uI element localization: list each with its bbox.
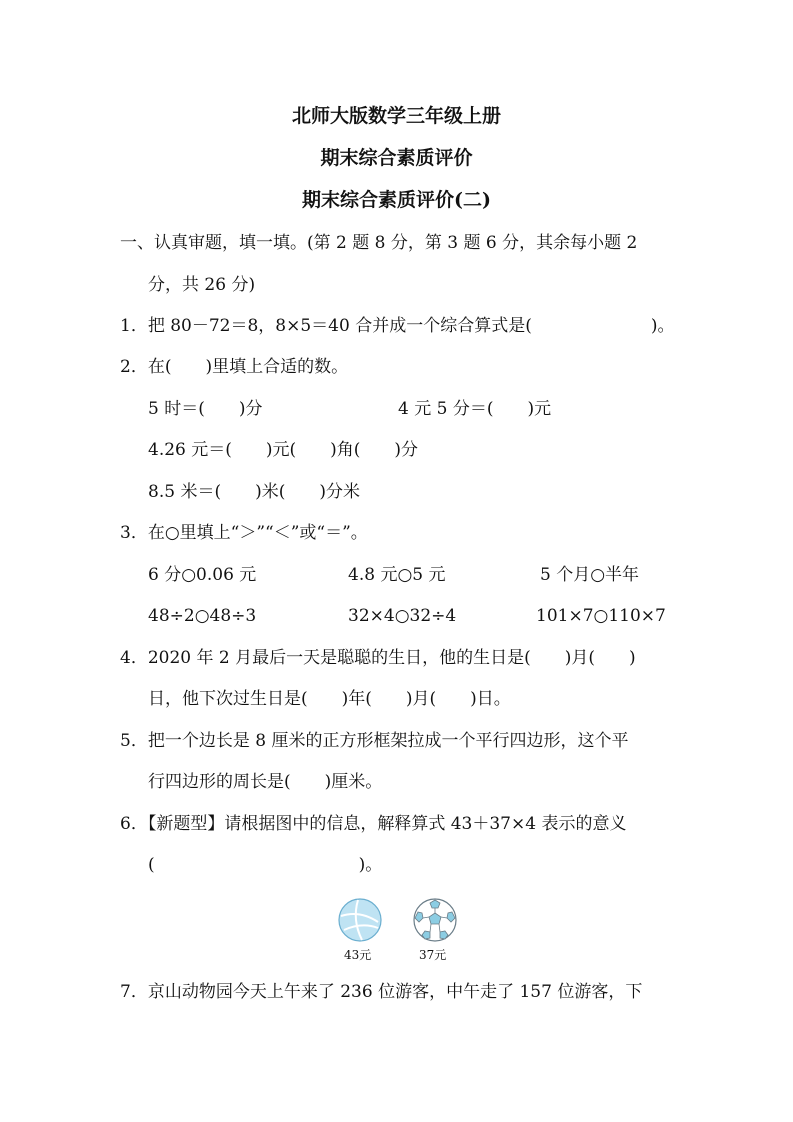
question-2-a: 5 时＝( )分	[148, 399, 263, 419]
question-2: 2．在( )里填上合适的数。	[120, 357, 349, 377]
question-3: 3．在○里填上“＞”“＜”或“＝”。	[120, 523, 368, 543]
question-3-item: 32×4○32÷4	[348, 606, 457, 626]
soccer-ball-price: 37元	[419, 948, 447, 962]
section1-heading-line2: 分，共 26 分)	[148, 275, 256, 295]
question-3-item: 48÷2○48÷3	[148, 606, 257, 626]
question-6-line2: ( )。	[148, 855, 383, 875]
volleyball-price: 43元	[344, 948, 372, 962]
doc-subtitle: 期末综合素质评价	[320, 147, 473, 169]
question-2-b: 4 元 5 分＝( )元	[398, 399, 552, 419]
question-5-line1: 5．把一个边长是 8 厘米的正方形框架拉成一个平行四边形，这个平	[120, 731, 629, 751]
question-4-line1: 4．2020 年 2 月最后一天是聪聪的生日，他的生日是( )月( )	[120, 648, 636, 668]
question-1: 1．把 80－72＝8，8×5＝40 合并成一个综合算式是( )。	[120, 316, 675, 336]
question-3-item: 5 个月○半年	[540, 565, 640, 585]
question-3-item: 101×7○110×7	[536, 606, 666, 626]
question-5-line2: 行四边形的周长是( )厘米。	[148, 772, 383, 792]
doc-title: 北师大版数学三年级上册	[291, 105, 501, 127]
question-3-item: 6 分○0.06 元	[148, 565, 257, 585]
question-7-line1: 7．京山动物园今天上午来了 236 位游客，中午走了 157 位游客，下	[120, 982, 643, 1002]
doc-section-title: 期末综合素质评价(二)	[302, 189, 491, 211]
question-2-d: 8.5 米＝( )米( )分米	[148, 482, 360, 502]
question-3-item: 4.8 元○5 元	[348, 565, 446, 585]
section1-heading-line1: 一、认真审题，填一填。(第 2 题 8 分，第 3 题 6 分，其余每小题 2	[120, 233, 638, 253]
soccer-ball-icon	[413, 898, 457, 942]
volleyball-icon	[338, 898, 382, 942]
question-2-c: 4.26 元＝( )元( )角( )分	[148, 440, 419, 460]
question-4-line2: 日，他下次过生日是( )年( )月( )日。	[148, 689, 511, 709]
question-6-line1: 6．【新题型】请根据图中的信息，解释算式 43＋37×4 表示的意义	[120, 814, 627, 834]
